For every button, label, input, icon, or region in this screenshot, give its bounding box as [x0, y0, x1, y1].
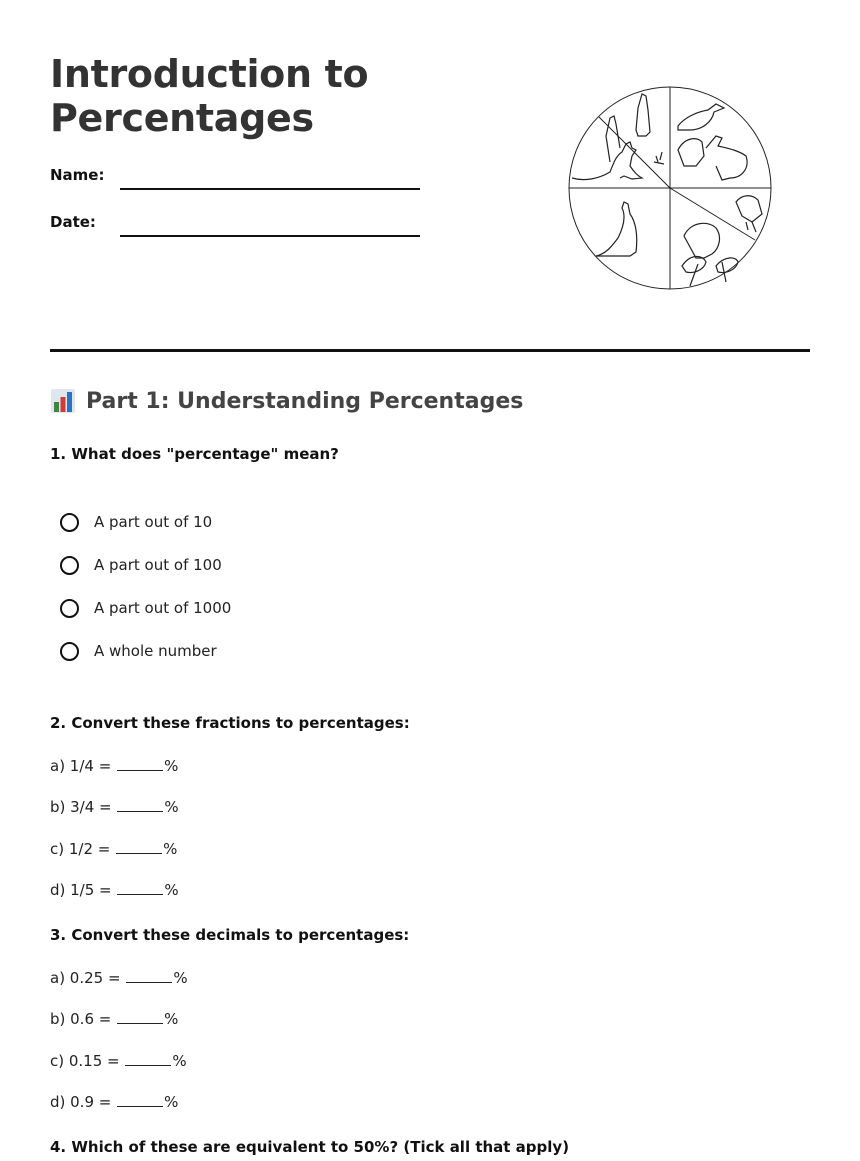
q2-item-a-label: a) 1/4 = [50, 757, 112, 775]
question-1: 1. What does "percentage" mean? [50, 445, 339, 463]
date-input-line[interactable] [120, 235, 420, 237]
date-label: Date: [50, 213, 96, 231]
question-4: 4. Which of these are equivalent to 50%? (Tick all that apply) [50, 1138, 570, 1156]
q1-option-2[interactable] [60, 553, 222, 577]
q3-item-b [50, 1009, 178, 1028]
australian-animals-pie-illustration [566, 86, 774, 292]
q1-option-2-label: A part out of 100 [94, 556, 222, 574]
percent-sign: % [164, 1010, 179, 1028]
title-line-2: Percentages [50, 96, 314, 140]
q2-item-b [50, 797, 179, 816]
bar-chart-icon [50, 388, 76, 414]
part1-heading-text: Part 1: Understanding Percentages [86, 388, 524, 414]
percent-sign: % [172, 1052, 187, 1070]
q3-item-d [50, 1092, 178, 1111]
q3-item-a-label: a) 0.25 = [50, 969, 121, 987]
q3-item-a [50, 968, 188, 987]
q3-item-b-label: b) 0.6 = [50, 1010, 112, 1028]
answer-blank[interactable] [117, 880, 163, 895]
q1-option-4[interactable] [60, 639, 217, 663]
q3-item-c-label: c) 0.15 = [50, 1052, 120, 1070]
q1-option-3-label: A part out of 1000 [94, 599, 232, 617]
percent-sign: % [164, 881, 179, 899]
answer-blank[interactable] [117, 756, 163, 771]
q1-option-4-label: A whole number [94, 642, 217, 660]
part1-heading [50, 388, 523, 414]
question-2: 2. Convert these fractions to percentages: [50, 714, 410, 732]
name-input-line[interactable] [120, 188, 420, 190]
q2-item-d [50, 880, 179, 899]
q1-option-3[interactable] [60, 596, 231, 620]
answer-blank[interactable] [117, 797, 163, 812]
percent-sign: % [164, 1093, 179, 1111]
q2-item-c-label: c) 1/2 = [50, 840, 111, 858]
title-line-1: Introduction to [50, 52, 369, 96]
percent-sign: % [163, 840, 178, 858]
q2-item-c [50, 839, 177, 858]
answer-blank[interactable] [117, 1092, 163, 1107]
radio-circle-icon[interactable] [60, 513, 79, 532]
q2-item-b-label: b) 3/4 = [50, 798, 112, 816]
question-3: 3. Convert these decimals to percentages: [50, 926, 410, 944]
answer-blank[interactable] [126, 968, 172, 983]
radio-circle-icon[interactable] [60, 556, 79, 575]
name-label: Name: [50, 166, 105, 184]
percent-sign: % [164, 757, 179, 775]
answer-blank[interactable] [125, 1051, 171, 1066]
answer-blank[interactable] [116, 839, 162, 854]
percent-sign: % [164, 798, 179, 816]
answer-blank[interactable] [117, 1009, 163, 1024]
q1-option-1[interactable] [60, 510, 212, 534]
q2-item-d-label: d) 1/5 = [50, 881, 112, 899]
q3-item-d-label: d) 0.9 = [50, 1093, 112, 1111]
radio-circle-icon[interactable] [60, 642, 79, 661]
q1-option-1-label: A part out of 10 [94, 513, 213, 531]
q3-item-c [50, 1051, 187, 1070]
radio-circle-icon[interactable] [60, 599, 79, 618]
worksheet-title [50, 52, 368, 140]
q2-item-a [50, 756, 178, 775]
section-divider [50, 349, 810, 352]
percent-sign: % [173, 969, 188, 987]
